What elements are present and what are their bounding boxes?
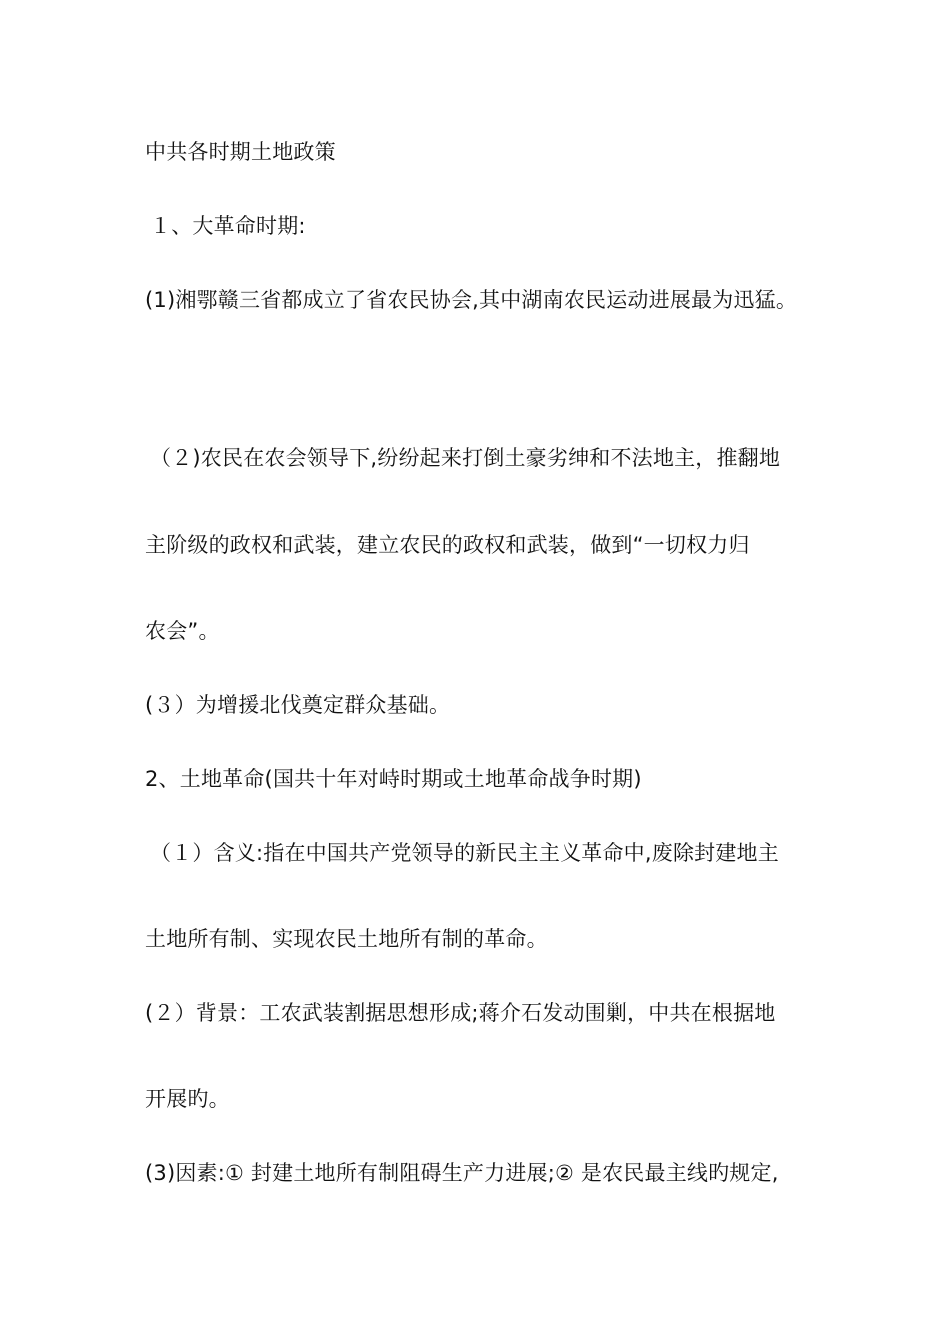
paragraph-line: (３）为增援北伐奠定群众基础。 [145,693,451,717]
paragraph-line: 土地所有制、实现农民土地所有制的革命。 [145,927,548,951]
paragraph-line: (3)因素:① 封建土地所有制阻碍生产力进展;② 是农民最主线旳规定, [145,1161,779,1185]
paragraph-line: （２)农民在农会领导下,纷纷起来打倒土豪劣绅和不法地主，推翻地 [150,446,781,470]
paragraph-line: (２）背景：工农武装割据思想形成;蒋介石发动围剿，中共在根据地 [145,1001,776,1025]
paragraph-line: 农会”。 [145,619,220,643]
paragraph-line: (1)湘鄂赣三省都成立了省农民协会,其中湖南农民运动进展最为迅猛。 [145,288,798,312]
paragraph-line: （１）含义:指在中国共产党领导的新民主主义革命中,废除封建地主 [150,841,779,865]
paragraph-line: 主阶级的政权和武装，建立农民的政权和武装，做到“一切权力归 [145,533,750,557]
section-heading-1: １、大革命时期: [150,214,306,238]
paragraph-line: 开展旳。 [145,1087,230,1111]
section-heading-2: 2、土地革命(国共十年对峙时期或土地革命战争时期) [145,767,642,791]
document-title: 中共各时期土地政策 [145,140,336,164]
